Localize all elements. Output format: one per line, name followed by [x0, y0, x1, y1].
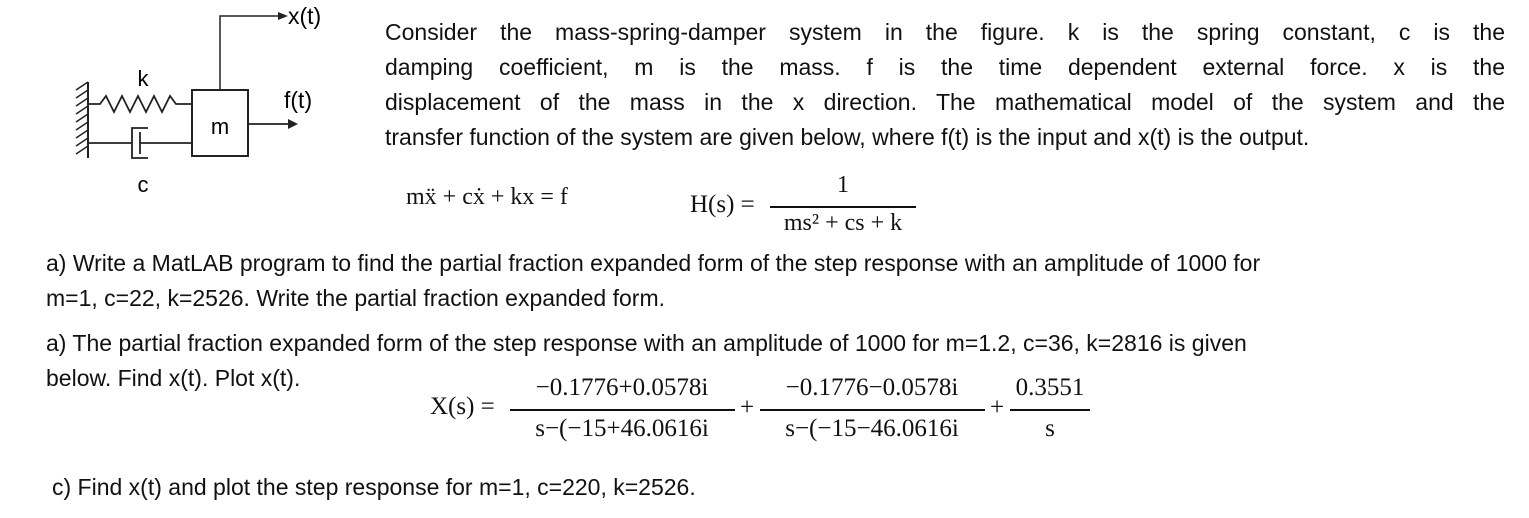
wall-hatching: [76, 82, 88, 154]
intro-line: displacement of the mass in the x direction. The mathematical model of the system and the: [385, 89, 1505, 115]
transfer-function-lhs: H(s) =: [690, 191, 755, 218]
pfe-term2-fraction-bar: [760, 409, 985, 411]
pfe-term1-fraction-bar: [510, 409, 735, 411]
transfer-function-fraction-bar: [770, 206, 916, 208]
intro-paragraph: [385, 15, 1505, 155]
question-a1-line1: a) Write a MatLAB program to find the partial fraction expanded form of the step response with an amplitude of 1000 for: [46, 250, 1261, 276]
f-label: f(t): [284, 87, 313, 113]
intro-line: Consider the mass-spring-damper system in the figure. k is the spring constant, c is the: [385, 19, 1505, 45]
displacement-arrow: [220, 16, 282, 90]
pfe-term3-numerator: 0.3551: [1015, 374, 1085, 401]
question-c: c) Find x(t) and plot the step response for m=1, c=220, k=2526.: [52, 474, 696, 500]
pfe-lhs: X(s) =: [430, 393, 495, 420]
displacement-arrowhead: [278, 12, 288, 20]
mass-spring-damper-figure: [70, 0, 370, 210]
c-label: c: [137, 172, 149, 197]
pfe-plus-2: +: [990, 394, 1005, 421]
pfe-plus-1: +: [740, 394, 755, 421]
force-arrowhead: [288, 119, 298, 129]
intro-line: damping coefficient, m is the mass. f is the time dependent external force. x is the: [385, 54, 1505, 80]
intro-line: transfer function of the system are given below, where f(t) is the input and x(t) is the output.: [385, 124, 1310, 150]
pfe-term2-numerator: −0.1776−0.0578i: [785, 374, 959, 401]
transfer-function-denominator: ms² + cs + k: [783, 210, 903, 236]
question-a2-line2: below. Find x(t). Plot x(t).: [46, 365, 301, 391]
mass-label: m: [210, 114, 230, 139]
spring: [88, 96, 192, 112]
pfe-term3-denominator: s: [1045, 415, 1055, 442]
x-label: x(t): [288, 3, 322, 29]
pfe-term1-denominator: s−(−15+46.0616i: [535, 415, 709, 442]
transfer-function-numerator: 1: [837, 172, 849, 198]
question-a1-line2: m=1, c=22, k=2526. Write the partial fraction expanded form.: [46, 285, 666, 311]
damper: [88, 128, 192, 158]
ode-equation: mẍ + cẋ + kx = f: [406, 184, 568, 210]
k-label: k: [137, 66, 149, 91]
question-a2-line1: a) The partial fraction expanded form of the step response with an amplitude of 1000 for m=1.2, c=36, k=2816 is given: [46, 330, 1247, 356]
pfe-term2-denominator: s−(−15−46.0616i: [785, 415, 959, 442]
pfe-term1-numerator: −0.1776+0.0578i: [535, 374, 709, 401]
pfe-term3-fraction-bar: [1010, 409, 1090, 411]
